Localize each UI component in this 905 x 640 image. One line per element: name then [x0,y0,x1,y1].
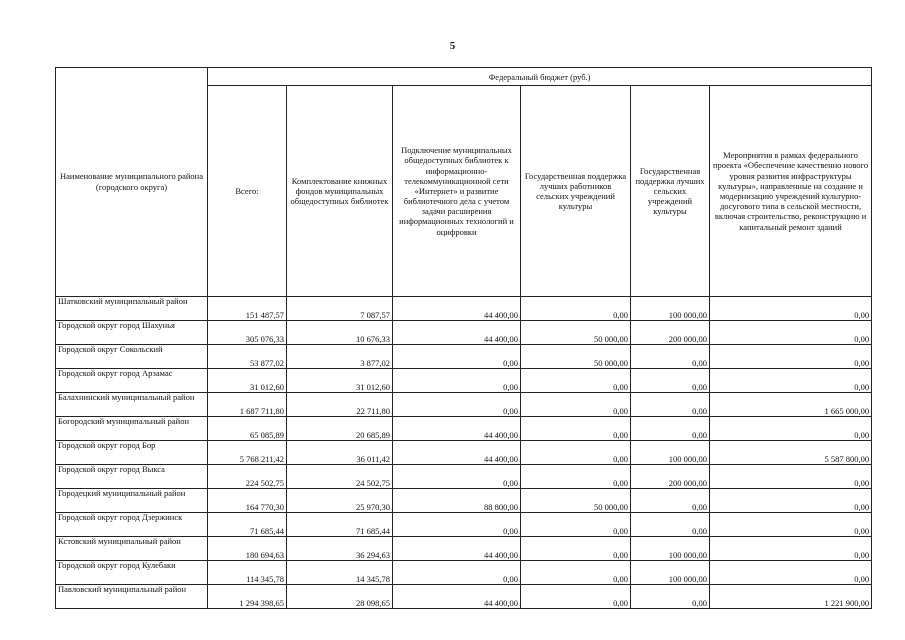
district-name-cell: Павловский муниципальный район [56,585,208,609]
table-row [56,297,872,321]
amount-cell: 1 294 398,65 [208,585,287,609]
table-row [56,417,872,441]
column-header-2: Комплектование книжных фондов муниципальных общедоступных библиотек [287,86,393,297]
amount-cell: 31 012,60 [287,369,393,393]
amount-cell: 100 000,00 [631,441,710,465]
amount-cell: 7 087,57 [287,297,393,321]
amount-cell: 0,00 [521,417,631,441]
amount-cell: 65 085,89 [208,417,287,441]
amount-cell: 20 685,89 [287,417,393,441]
amount-cell: 0,00 [631,393,710,417]
amount-cell: 0,00 [393,513,521,537]
amount-cell: 71 685,44 [208,513,287,537]
column-header-5: Государственная поддержка лучших сельских учреждений культуры [631,86,710,297]
table-row [56,393,872,417]
amount-cell: 44 400,00 [393,297,521,321]
amount-cell: 28 098,65 [287,585,393,609]
district-name-cell: Городской округ Сокольский [56,345,208,369]
district-name-cell: Городецкий муниципальный район [56,489,208,513]
amount-cell: 44 400,00 [393,441,521,465]
amount-cell: 0,00 [521,297,631,321]
amount-cell: 25 970,30 [287,489,393,513]
amount-cell: 24 502,75 [287,465,393,489]
amount-cell: 100 000,00 [631,297,710,321]
table-row [56,321,872,345]
column-header-4: Государственная поддержка лучших работников сельских учреждений культуры [521,86,631,297]
table-row [56,585,872,609]
district-name-cell: Кстовский муниципальный район [56,537,208,561]
amount-cell: 0,00 [393,561,521,585]
district-name-cell: Городской округ город Арзамас [56,369,208,393]
amount-cell: 36 011,42 [287,441,393,465]
amount-cell: 0,00 [710,489,872,513]
amount-cell: 305 076,33 [208,321,287,345]
table-row [56,441,872,465]
table-row [56,345,872,369]
amount-cell: 44 400,00 [393,585,521,609]
amount-cell: 0,00 [631,585,710,609]
column-header-1: Всего: [208,86,287,297]
amount-cell: 22 711,80 [287,393,393,417]
district-name-cell: Городской округ город Бор [56,441,208,465]
amount-cell: 0,00 [710,417,872,441]
amount-cell: 1 221 900,00 [710,585,872,609]
amount-cell: 31 012,60 [208,369,287,393]
district-name-cell: Шатковский муниципальный район [56,297,208,321]
amount-cell: 1 665 000,00 [710,393,872,417]
amount-cell: 44 400,00 [393,537,521,561]
amount-cell: 0,00 [521,465,631,489]
amount-cell: 200 000,00 [631,321,710,345]
amount-cell: 180 694,63 [208,537,287,561]
table-row [56,537,872,561]
amount-cell: 0,00 [521,369,631,393]
amount-cell: 0,00 [631,369,710,393]
amount-cell: 0,00 [710,561,872,585]
amount-cell: 5 587 800,00 [710,441,872,465]
amount-cell: 151 487,57 [208,297,287,321]
amount-cell: 88 800,00 [393,489,521,513]
amount-cell: 0,00 [521,513,631,537]
district-name-cell: Городской округ город Шахунья [56,321,208,345]
table-row [56,561,872,585]
district-name-cell: Городской округ город Дзержинск [56,513,208,537]
page-number: 5 [449,40,456,52]
table-row [56,513,872,537]
amount-cell: 53 877,02 [208,345,287,369]
name-column-header: Наименование муниципального района (городского округа) [56,68,208,297]
amount-cell: 0,00 [710,345,872,369]
amount-cell: 0,00 [631,489,710,513]
district-name-cell: Балахнинский муниципальный район [56,393,208,417]
table-header-row [56,68,872,86]
amount-cell: 0,00 [631,345,710,369]
amount-cell: 0,00 [521,393,631,417]
amount-cell: 114 345,78 [208,561,287,585]
amount-cell: 36 294,63 [287,537,393,561]
amount-cell: 0,00 [710,513,872,537]
column-header-3: Подключение муниципальных общедоступных библиотек к информационно-телекоммуникационной сети «Интернет» и развитие библиотечного дела с учетом задачи расширения информационных технологий и оцифровки [393,86,521,297]
amount-cell: 1 687 711,80 [208,393,287,417]
amount-cell: 100 000,00 [631,561,710,585]
amount-cell: 50 000,00 [521,321,631,345]
amount-cell: 0,00 [393,393,521,417]
amount-cell: 0,00 [521,537,631,561]
amount-cell: 224 502,75 [208,465,287,489]
amount-cell: 0,00 [710,537,872,561]
column-header-6: Мероприятия в рамках федерального проекта «Обеспечение качественно нового уровня развития инфраструктуры культуры», направленные на создание и модернизацию учреждений культурно-досугового типа в сельской местности, включая строительство, реконструкцию и капитальный ремонт зданий [710,86,872,297]
amount-cell: 44 400,00 [393,321,521,345]
table-row [56,369,872,393]
amount-cell: 0,00 [710,321,872,345]
amount-cell: 0,00 [710,369,872,393]
amount-cell: 0,00 [393,345,521,369]
amount-cell: 0,00 [521,441,631,465]
federal-budget-header: Федеральный бюджет (руб.) [208,68,872,86]
amount-cell: 0,00 [393,369,521,393]
amount-cell: 0,00 [631,513,710,537]
table-row [56,489,872,513]
amount-cell: 50 000,00 [521,489,631,513]
amount-cell: 14 345,78 [287,561,393,585]
amount-cell: 5 768 211,42 [208,441,287,465]
district-name-cell: Богородский муниципальный район [56,417,208,441]
amount-cell: 0,00 [393,465,521,489]
table-row [56,465,872,489]
amount-cell: 10 676,33 [287,321,393,345]
amount-cell: 100 000,00 [631,537,710,561]
amount-cell: 200 000,00 [631,465,710,489]
district-name-cell: Городской округ город Кулебаки [56,561,208,585]
amount-cell: 71 685,44 [287,513,393,537]
amount-cell: 3 877,02 [287,345,393,369]
amount-cell: 0,00 [631,417,710,441]
amount-cell: 0,00 [521,585,631,609]
amount-cell: 0,00 [710,465,872,489]
amount-cell: 0,00 [710,297,872,321]
table-body [56,297,872,609]
budget-table [55,67,872,609]
amount-cell: 164 770,30 [208,489,287,513]
amount-cell: 44 400,00 [393,417,521,441]
district-name-cell: Городской округ город Выкса [56,465,208,489]
amount-cell: 50 000,00 [521,345,631,369]
amount-cell: 0,00 [521,561,631,585]
